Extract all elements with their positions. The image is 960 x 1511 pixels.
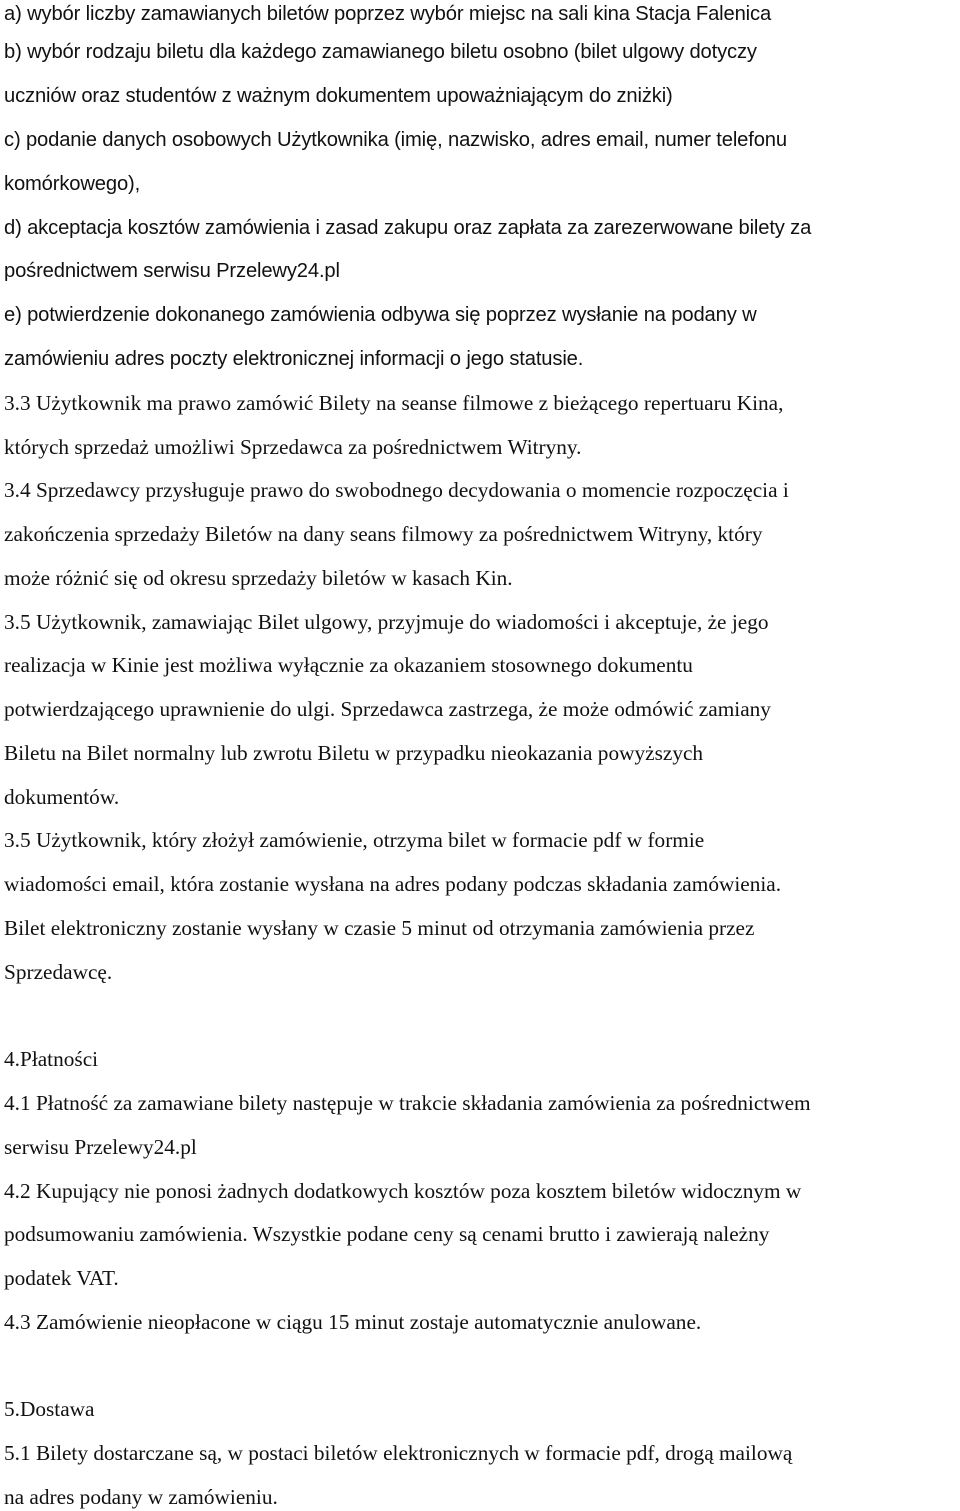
- paragraph-4-2-line-2: podsumowaniu zamówienia. Wszystkie podane ceny są cenami brutto i zawierają należny: [4, 1222, 770, 1246]
- paragraph-3-5a-line-1: 3.5 Użytkownik, zamawiając Bilet ulgowy, przyjmuje do wiadomości i akceptuje, że jego: [4, 610, 769, 634]
- list-item-b: b) wybór rodzaju biletu dla każdego zamawianego biletu osobno (bilet ulgowy dotyczy: [4, 41, 757, 63]
- paragraph-4-3: 4.3 Zamówienie nieopłacone w ciągu 15 minut zostaje automatycznie anulowane.: [4, 1310, 702, 1334]
- paragraph-3-3-line-1: 3.3 Użytkownik ma prawo zamówić Bilety na seanse filmowe z bieżącego repertuaru Kina,: [4, 391, 784, 415]
- list-item-c-continuation: komórkowego),: [4, 173, 141, 195]
- paragraph-3-5b-line-1: 3.5 Użytkownik, który złożył zamówienie, otrzyma bilet w formacie pdf w formie: [4, 828, 705, 852]
- list-item-d: d) akceptacja kosztów zamówienia i zasad zakupu oraz zapłata za zarezerwowane bilety za: [4, 217, 812, 239]
- list-item-e: e) potwierdzenie dokonanego zamówienia odbywa się poprzez wysłanie na podany w: [4, 304, 757, 326]
- paragraph-3-5a-line-4: Biletu na Bilet normalny lub zwrotu Biletu w przypadku nieokazania powyższych: [4, 741, 704, 765]
- paragraph-3-4-line-1: 3.4 Sprzedawcy przysługuje prawo do swobodnego decydowania o momencie rozpoczęcia i: [4, 478, 789, 502]
- section-heading-payments: 4.Płatności: [4, 1047, 99, 1071]
- list-item-a: a) wybór liczby zamawianych biletów poprzez wybór miejsc na sali kina Stacja Falenica: [4, 3, 772, 25]
- list-item-d-continuation: pośrednictwem serwisu Przelewy24.pl: [4, 260, 340, 282]
- paragraph-4-2-line-3: podatek VAT.: [4, 1266, 119, 1290]
- list-item-b-continuation: uczniów oraz studentów z ważnym dokumentem upoważniającym do zniżki): [4, 85, 673, 107]
- paragraph-5-1-line-1: 5.1 Bilety dostarczane są, w postaci biletów elektronicznych w formacie pdf, drogą mailową: [4, 1441, 793, 1465]
- paragraph-3-4-line-2: zakończenia sprzedaży Biletów na dany seans filmowy za pośrednictwem Witryny, który: [4, 522, 763, 546]
- list-item-c: c) podanie danych osobowych Użytkownika (imię, nazwisko, adres email, numer telefonu: [4, 129, 787, 151]
- paragraph-4-2-line-1: 4.2 Kupujący nie ponosi żadnych dodatkowych kosztów poza kosztem biletów widocznym w: [4, 1179, 802, 1203]
- paragraph-5-1-line-2: na adres podany w zamówieniu.: [4, 1485, 278, 1509]
- paragraph-3-5b-line-2: wiadomości email, która zostanie wysłana na adres podany podczas składania zamówienia.: [4, 872, 782, 896]
- paragraph-3-5a-line-5: dokumentów.: [4, 785, 120, 809]
- paragraph-4-1-line-1: 4.1 Płatność za zamawiane bilety następuje w trakcie składania zamówienia za pośrednictwem: [4, 1091, 811, 1115]
- paragraph-3-5b-line-3: Bilet elektroniczny zostanie wysłany w czasie 5 minut od otrzymania zamówienia przez: [4, 916, 755, 940]
- paragraph-3-5a-line-3: potwierdzającego uprawnienie do ulgi. Sprzedawca zastrzega, że może odmówić zamiany: [4, 697, 771, 721]
- paragraph-3-5a-line-2: realizacja w Kinie jest możliwa wyłącznie za okazaniem stosownego dokumentu: [4, 653, 693, 677]
- paragraph-3-3-line-2: których sprzedaż umożliwi Sprzedawca za pośrednictwem Witryny.: [4, 435, 582, 459]
- paragraph-3-4-line-3: może różnić się od okresu sprzedaży biletów w kasach Kin.: [4, 566, 513, 590]
- paragraph-4-1-line-2: serwisu Przelewy24.pl: [4, 1135, 197, 1159]
- section-heading-delivery: 5.Dostawa: [4, 1397, 95, 1421]
- list-item-e-continuation: zamówieniu adres poczty elektronicznej informacji o jego statusie.: [4, 348, 584, 370]
- paragraph-3-5b-line-4: Sprzedawcę.: [4, 960, 113, 984]
